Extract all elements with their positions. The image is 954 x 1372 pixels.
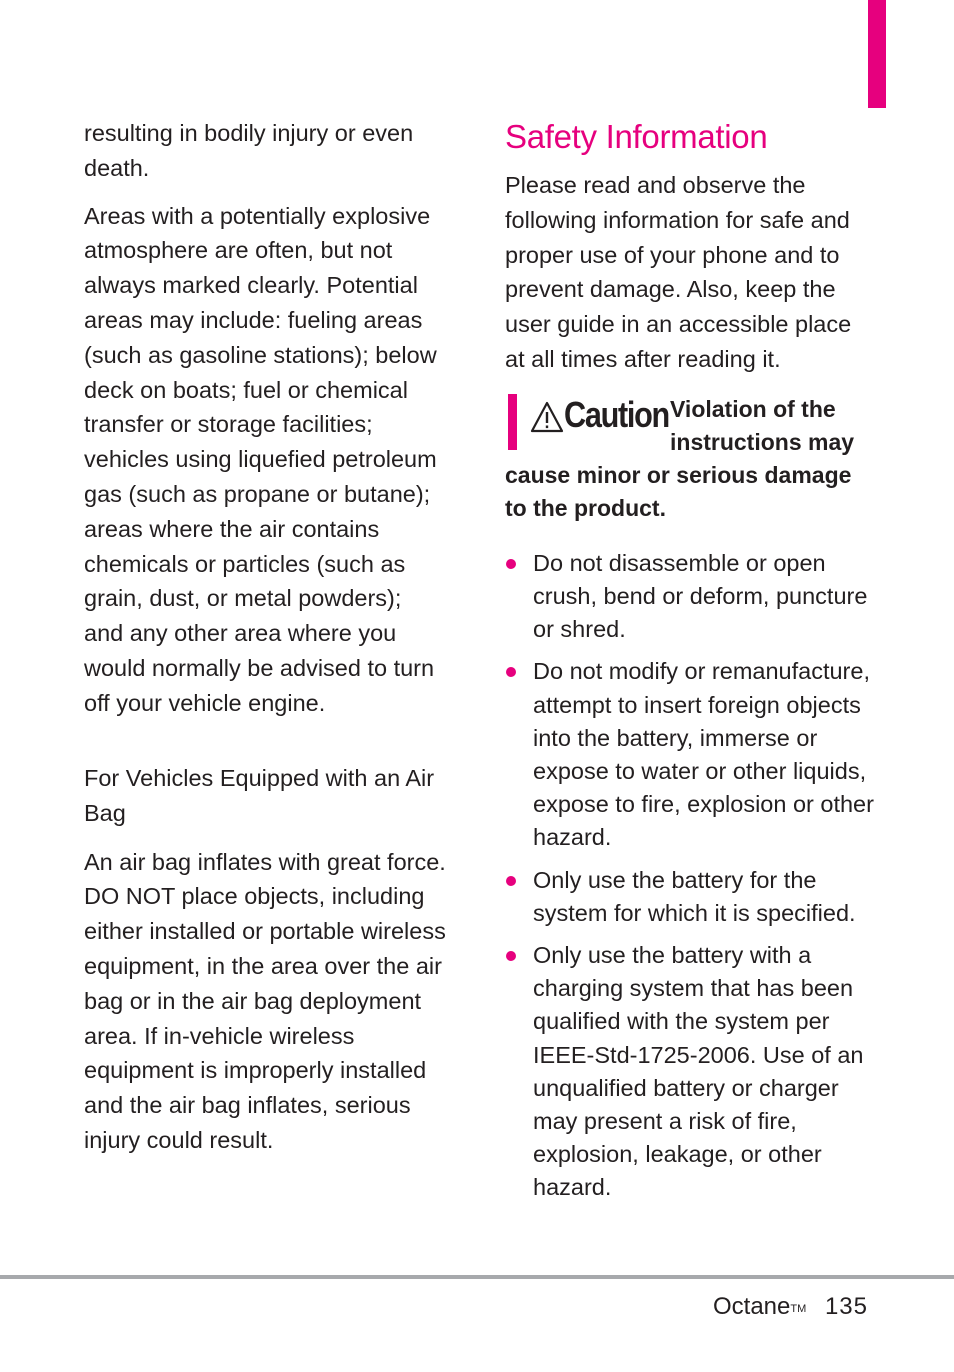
list-item-text: Only use the battery for the system for which it is specified. xyxy=(533,866,856,926)
section-title: Safety Information xyxy=(505,118,768,155)
list-item-text: Do not disassemble or open crush, bend or deform, puncture or shred. xyxy=(533,549,868,643)
list-item xyxy=(505,939,875,1205)
footer-rule xyxy=(0,1275,954,1279)
bullet-dot-icon xyxy=(506,876,516,886)
bullet-dot-icon xyxy=(506,951,516,961)
page-footer xyxy=(713,1290,868,1324)
intro-paragraph: Please read and observe the following information for safe and proper use of your phone and to prevent damage. Also, keep the user guide in an accessible place at all times after reading it. xyxy=(505,172,852,372)
left-column xyxy=(84,116,446,1158)
heading-air-bag: For Vehicles Equipped with an Air Bag xyxy=(84,764,435,826)
list-item-text: Only use the battery with a charging system that has been qualified with the system per IEEE-Std-1725-2006. Use of an unqualified battery or charger may present a risk of fire, explosion, leakage, or other hazard. xyxy=(533,942,864,1201)
list-item xyxy=(505,547,875,647)
warning-triangle-icon xyxy=(530,400,564,434)
paragraph-explosive-areas: Areas with a potentially explosive atmosphere are often, but not always marked clearly. Potential areas may include: fueling areas (such as gasoline stations); below deck on boats; fuel or chemical transfer or storage facilities; vehicles using liquefied petroleum gas (such as propane or butane); areas where the air contains chemicals or particles (such as grain, dust, or metal powders); and any other area where you would normally be advised to turn off your vehicle engine. xyxy=(84,202,437,716)
bullet-dot-icon xyxy=(506,667,516,677)
paragraph-air-bag: An air bag inflates with great force. DO NOT place objects, including either installed or portable wireless equipment, in the area over the air bag or in the air bag deployment area. If in-vehicle wireless equipment is improperly installed and the air bag inflates, serious injury could result. xyxy=(84,848,446,1153)
list-item xyxy=(505,864,875,930)
caution-bar xyxy=(508,394,517,450)
page-number: 135 xyxy=(824,1293,868,1320)
safety-bullet-list xyxy=(505,547,875,1205)
paragraph-injury: resulting in bodily injury or even death. xyxy=(84,120,414,181)
list-item-text: Do not modify or remanufacture, attempt to insert foreign objects into the battery, immerse or expose to water or other liquids, expose to fire, explosion or other hazard. xyxy=(533,658,874,851)
footer-brand: Octane xyxy=(713,1293,791,1320)
caution-label: Caution xyxy=(564,393,669,435)
list-item xyxy=(505,655,875,854)
trademark-mark: TM xyxy=(790,1303,807,1315)
caution-text: Violation of the instructions may cause minor or serious damage to the product. xyxy=(505,395,855,521)
right-column xyxy=(505,112,875,1214)
section-tab-marker xyxy=(868,0,886,108)
caution-notice xyxy=(505,393,875,525)
caution-badge xyxy=(508,394,670,456)
bullet-dot-icon xyxy=(506,559,516,569)
